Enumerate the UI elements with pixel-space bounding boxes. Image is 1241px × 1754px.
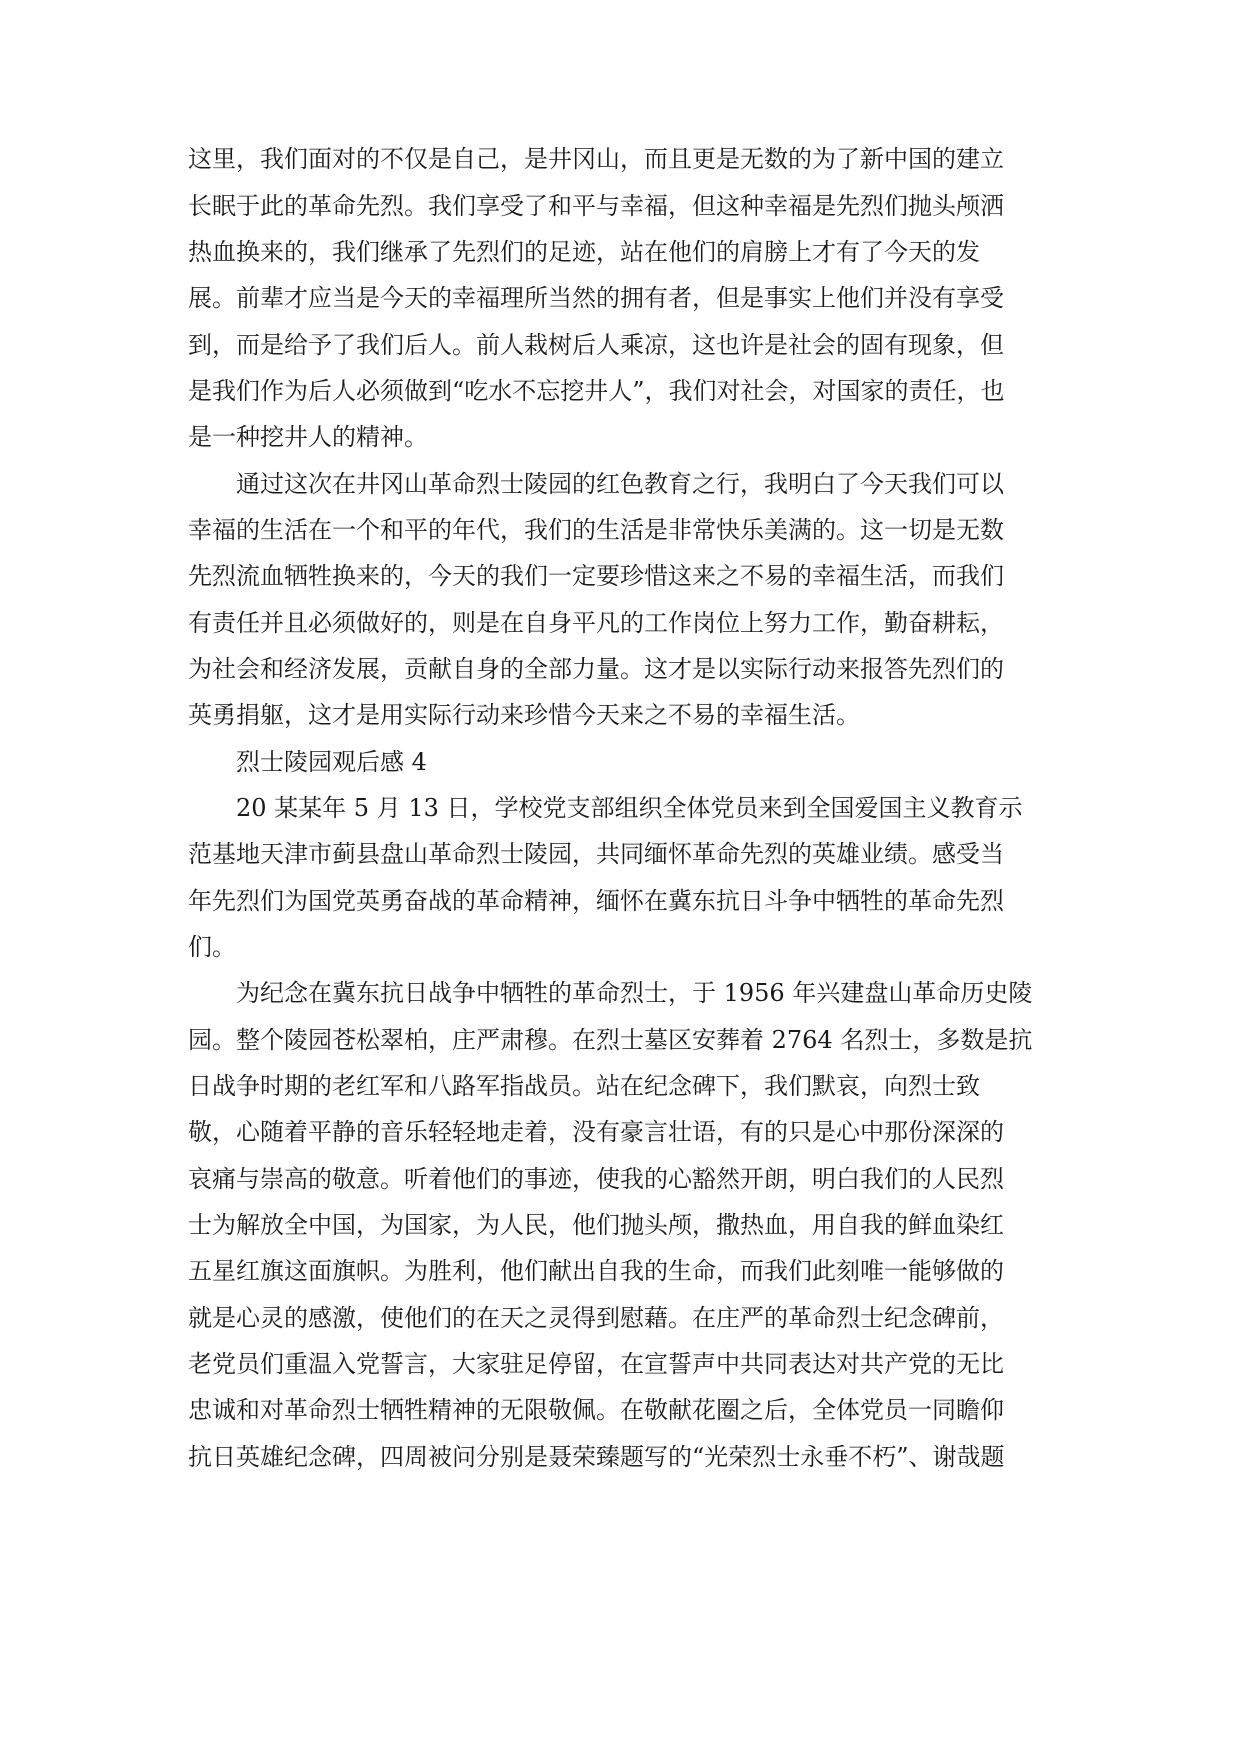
paragraph-start-line: 20 某某年 5 月 13 日，学校党支部组织全体党员来到全国爱国主义教育示 bbox=[236, 794, 1023, 822]
text-line: 年先烈们为国党英勇奋战的革命精神，缅怀在冀东抗日斗争中牺牲的革命先烈 bbox=[188, 887, 1004, 915]
text-line: 是一种挖井人的精神。 bbox=[188, 423, 428, 451]
section-heading: 烈士陵园观后感 4 bbox=[236, 748, 427, 776]
text-line: 展。前辈才应当是今天的幸福理所当然的拥有者，但是事实上他们并没有享受 bbox=[188, 284, 1004, 312]
text-line: 士为解放全中国，为国家，为人民，他们抛头颅，撒热血，用自我的鲜血染红 bbox=[188, 1211, 1004, 1239]
text-line: 幸福的生活在一个和平的年代，我们的生活是非常快乐美满的。这一切是无数 bbox=[188, 516, 1004, 544]
text-line: 先烈流血牺牲换来的，今天的我们一定要珍惜这来之不易的幸福生活，而我们 bbox=[188, 562, 1004, 590]
text-line: 老党员们重温入党誓言，大家驻足停留，在宣誓声中共同表达对共产党的无比 bbox=[188, 1350, 1004, 1378]
text-line: 哀痛与崇高的敬意。听着他们的事迹，使我的心豁然开朗，明白我们的人民烈 bbox=[188, 1165, 1004, 1193]
text-line: 抗日英雄纪念碑，四周被问分别是聂荣臻题写的“光荣烈士永垂不朽”、谢哉题 bbox=[188, 1443, 1005, 1471]
text-line: 这里，我们面对的不仅是自己，是井冈山，而且更是无数的为了新中国的建立 bbox=[188, 145, 1004, 173]
paragraph-start-line: 为纪念在冀东抗日战争中牺牲的革命烈士，于 1956 年兴建盘山革命历史陵 bbox=[236, 979, 1033, 1007]
text-line: 到，而是给予了我们后人。前人栽树后人乘凉，这也许是社会的固有现象，但 bbox=[188, 331, 1004, 359]
text-line: 热血换来的，我们继承了先烈们的足迹，站在他们的肩膀上才有了今天的发 bbox=[188, 238, 980, 266]
text-line: 英勇捐躯，这才是用实际行动来珍惜今天来之不易的幸福生活。 bbox=[188, 701, 860, 729]
text-line: 就是心灵的感激，使他们的在天之灵得到慰藉。在庄严的革命烈士纪念碑前， bbox=[188, 1304, 1004, 1332]
text-line: 是我们作为后人必须做到“吃水不忘挖井人”，我们对社会，对国家的责任，也 bbox=[188, 377, 1005, 405]
text-line: 范基地天津市蓟县盘山革命烈士陵园，共同缅怀革命先烈的英雄业绩。感受当 bbox=[188, 840, 1004, 868]
text-line: 忠诚和对革命烈士牺牲精神的无限敬佩。在敬献花圈之后，全体党员一同瞻仰 bbox=[188, 1396, 1004, 1424]
text-line: 日战争时期的老红军和八路军指战员。站在纪念碑下，我们默哀，向烈士致 bbox=[188, 1072, 980, 1100]
text-line: 园。整个陵园苍松翠柏，庄严肃穆。在烈士墓区安葬着 2764 名烈士，多数是抗 bbox=[188, 1026, 1033, 1054]
text-line: 五星红旗这面旗帜。为胜利，他们献出自我的生命，而我们此刻唯一能够做的 bbox=[188, 1257, 1004, 1285]
text-line: 们。 bbox=[188, 933, 236, 961]
text-line: 为社会和经济发展，贡献自身的全部力量。这才是以实际行动来报答先烈们的 bbox=[188, 655, 1004, 683]
text-line: 长眠于此的革命先烈。我们享受了和平与幸福，但这种幸福是先烈们抛头颅洒 bbox=[188, 192, 1004, 220]
text-line: 敬，心随着平静的音乐轻轻地走着，没有豪言壮语，有的只是心中那份深深的 bbox=[188, 1118, 1004, 1146]
paragraph-start-line: 通过这次在井冈山革命烈士陵园的红色教育之行，我明白了今天我们可以 bbox=[236, 470, 1004, 498]
text-line: 有责任并且必须做好的，则是在自身平凡的工作岗位上努力工作，勤奋耕耘， bbox=[188, 609, 1004, 637]
